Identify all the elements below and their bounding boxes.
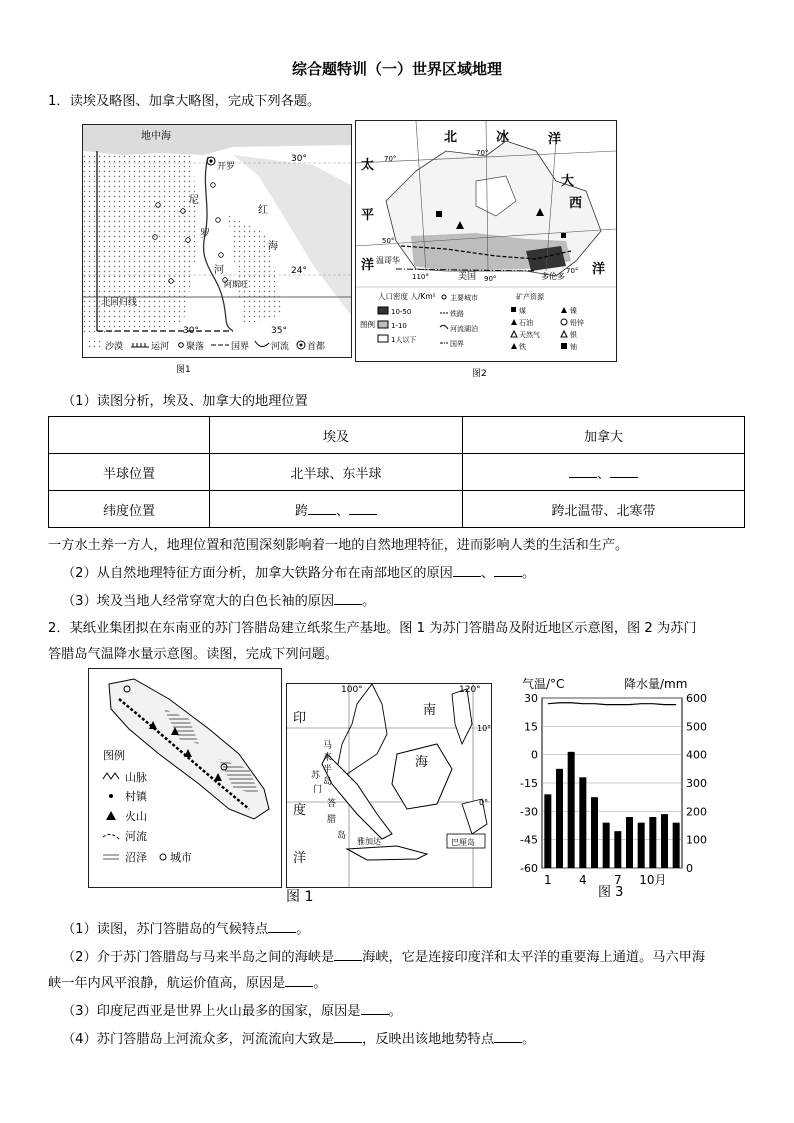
q1-sub2: （2）从自然地理特征方面分析，加拿大铁路分布在南部地区的原因 、 。 bbox=[62, 566, 536, 581]
mainland-coast bbox=[337, 684, 387, 774]
malay-label-1: 马 bbox=[323, 741, 333, 751]
month-tick-label: 4 bbox=[579, 873, 587, 887]
density-10-50: 10-50 bbox=[391, 308, 412, 316]
table-row bbox=[49, 491, 745, 528]
legend-canal: 运河 bbox=[151, 342, 170, 352]
sumatra-outline bbox=[322, 754, 392, 839]
temp-tick-label: -60 bbox=[520, 862, 538, 875]
lat10-label: 10° bbox=[477, 724, 492, 733]
lat70-label-a: 70° bbox=[384, 155, 397, 163]
nile-label-2: 罗 bbox=[200, 229, 210, 240]
temperature-line bbox=[548, 703, 676, 705]
sumatra-label-3: 答 bbox=[327, 799, 337, 809]
q2-intro-line1: 2．某纸业集团拟在东南亚的苏门答腊岛建立纸浆生产基地。图 1 为苏门答腊岛及附近地区示意图，图 2 为苏门 bbox=[48, 621, 697, 636]
lon110-label: 110° bbox=[412, 273, 429, 281]
chart-left-ticks bbox=[520, 692, 538, 875]
arctic-label-1: 北 bbox=[444, 130, 458, 145]
usa-label: 美国 bbox=[458, 272, 477, 282]
precip-bar bbox=[579, 777, 586, 868]
pacific-label-2: 平 bbox=[361, 208, 375, 223]
lat70-label-c: 70° bbox=[566, 267, 579, 275]
sumatra-label-1: 苏 bbox=[311, 771, 321, 781]
temp-tick-label: -45 bbox=[520, 833, 538, 847]
row-label-latitude: 纬度位置 bbox=[49, 491, 210, 528]
mediterranean-sea bbox=[83, 125, 351, 155]
answer-blank[interactable] bbox=[361, 1013, 389, 1015]
indian-ocean-label-3: 洋 bbox=[293, 851, 307, 866]
q2-sub1: （1）读图，苏门答腊岛的气候特点 。 bbox=[62, 922, 310, 937]
atlantic-label-3: 洋 bbox=[592, 262, 606, 277]
lon90-label: 90° bbox=[484, 275, 497, 283]
answer-blank[interactable] bbox=[334, 959, 362, 961]
precip-bar bbox=[626, 817, 633, 868]
canada-map bbox=[355, 120, 617, 362]
climate-chart bbox=[500, 668, 707, 906]
precip-tick-label: 600 bbox=[686, 692, 707, 705]
mineral-oil: 石油 bbox=[519, 319, 533, 327]
q2-intro-line2: 答腊岛气温降水量示意图。读图，完成下列问题。 bbox=[48, 647, 339, 662]
sumatra-map-svg bbox=[89, 669, 281, 887]
red-label-1: 红 bbox=[258, 205, 268, 216]
table-header-empty bbox=[49, 417, 210, 454]
indian-ocean-label-2: 度 bbox=[293, 803, 307, 818]
density-under-1: 1人以下 bbox=[391, 336, 417, 344]
sumatra-label-4: 腊 bbox=[327, 815, 337, 825]
sumatra-label-5: 岛 bbox=[337, 831, 347, 841]
borneo-outline bbox=[392, 744, 452, 809]
precipitation-bars bbox=[544, 752, 679, 868]
legend-river-lake: 河流湖泊 bbox=[450, 325, 478, 333]
vancouver-label: 温哥华 bbox=[376, 256, 400, 265]
q2-sub3: （3）印度尼西亚是世界上火山最多的国家，原因是 。 bbox=[62, 1004, 402, 1019]
tropic-label: 北回归线 bbox=[101, 298, 138, 308]
malay-label-4: 岛 bbox=[323, 777, 333, 787]
chart-right-ticks bbox=[686, 692, 707, 875]
aswan-label: 阿斯旺 bbox=[224, 280, 248, 289]
bali-label: 巴厘岛 bbox=[451, 838, 475, 847]
figure2-caption: 图2 bbox=[472, 369, 487, 379]
legend-settlement: 聚落 bbox=[186, 342, 205, 352]
row-label-hemisphere: 半球位置 bbox=[49, 454, 210, 491]
legend-title: 图例 bbox=[103, 749, 125, 762]
mineral-nickel: 镍 bbox=[570, 307, 577, 315]
precip-bar bbox=[544, 794, 551, 868]
figure3-caption: 图 3 bbox=[598, 885, 624, 900]
malay-label-2: 来 bbox=[323, 753, 333, 763]
precip-bar bbox=[603, 823, 610, 868]
lon120-label: 120° bbox=[459, 685, 481, 695]
q2-sub2-line2: 峡一年内风平浪静，航运价值高，原因是 。 bbox=[48, 976, 327, 991]
philippines-outline bbox=[452, 689, 472, 744]
precip-tick-label: 0 bbox=[686, 862, 693, 875]
legend-volcano: 火山 bbox=[125, 810, 147, 823]
pacific-label-3: 洋 bbox=[361, 258, 375, 273]
temp-tick-label: -15 bbox=[520, 777, 538, 790]
table-header-row bbox=[49, 417, 745, 454]
answer-blank[interactable] bbox=[268, 931, 296, 933]
mineral-lead-zinc: 铅锌 bbox=[570, 319, 584, 327]
scs-label-2: 海 bbox=[415, 755, 429, 770]
answer-blank[interactable] bbox=[494, 575, 522, 577]
red-label-2: 海 bbox=[268, 241, 278, 252]
answer-blank[interactable] bbox=[334, 1041, 362, 1043]
legend-city: 城市 bbox=[170, 851, 192, 864]
temp-tick-label: 0 bbox=[531, 748, 538, 762]
precip-bar bbox=[661, 814, 668, 868]
western-desert bbox=[83, 155, 198, 335]
lat30-label: 30° bbox=[291, 154, 307, 164]
month-tick-label: 1 bbox=[544, 873, 552, 887]
legend-desert: 沙漠 bbox=[105, 342, 124, 352]
precip-tick-label: 500 bbox=[686, 720, 707, 734]
mineral-uranium: 铀 bbox=[570, 343, 577, 351]
legend-swamp: 沼泽 bbox=[125, 851, 147, 864]
arctic-label-3: 洋 bbox=[548, 132, 562, 147]
lon100-label: 100° bbox=[341, 685, 363, 695]
chart-ylabel: 气温/°C bbox=[522, 677, 565, 691]
precip-bar bbox=[638, 823, 645, 868]
malay-label-3: 半 bbox=[323, 765, 333, 775]
legend-border: 国界 bbox=[231, 342, 250, 352]
egypt-latitude-blank[interactable]: 跨 、 bbox=[210, 491, 463, 528]
precip-bar bbox=[614, 831, 621, 868]
canada-hemisphere-blank[interactable]: 、 bbox=[463, 454, 745, 491]
toronto-label: 多伦多 bbox=[541, 272, 565, 281]
q1-paragraph: 一方水土养一方人，地理位置和范围深刻影响着一地的自然地理特征，进而影响人类的生活和生产。 bbox=[48, 538, 629, 553]
answer-blank[interactable] bbox=[334, 603, 362, 605]
answer-blank[interactable] bbox=[285, 985, 313, 987]
chart-y2label: 降水量/mm bbox=[624, 677, 688, 691]
precip-tick-label: 400 bbox=[686, 748, 707, 762]
legend-river: 河流 bbox=[125, 830, 147, 843]
figure1-caption: 图1 bbox=[176, 365, 191, 375]
scs-label-1: 南 bbox=[423, 703, 437, 718]
pacific-label-1: 太 bbox=[361, 158, 375, 173]
month-tick-label: 10月 bbox=[639, 873, 667, 887]
egypt-hemisphere: 北半球、东半球 bbox=[210, 454, 463, 491]
egypt-map-svg bbox=[83, 125, 351, 357]
sumatra-label-2: 门 bbox=[313, 785, 323, 795]
precip-bar bbox=[649, 817, 656, 868]
legend-town: 村镇 bbox=[125, 790, 147, 803]
month-tick-label: 7 bbox=[614, 873, 622, 887]
precip-bar bbox=[556, 769, 563, 868]
mineral-iron: 铁 bbox=[519, 343, 526, 351]
legend-mountain: 山脉 bbox=[125, 771, 147, 784]
legend-river: 河流 bbox=[271, 342, 290, 352]
legend-border: 国界 bbox=[450, 340, 464, 348]
location-table bbox=[48, 416, 745, 528]
legend-railway: 铁路 bbox=[450, 310, 464, 318]
sumatra-map bbox=[88, 668, 282, 888]
canada-latitude: 跨北温带、北寒带 bbox=[463, 491, 745, 528]
q1-sub1: （1）读图分析，埃及、加拿大的地理位置 bbox=[62, 394, 308, 409]
q2-sub2-line1: （2）介于苏门答腊岛与马来半岛之间的海峡是 海峡，它是连接印度洋和太平洋的重要海上通道。马六甲海 bbox=[62, 950, 706, 965]
arctic-label-2: 冰 bbox=[496, 130, 510, 145]
precip-tick-label: 200 bbox=[686, 805, 707, 819]
table-header-egypt: 埃及 bbox=[210, 417, 463, 454]
table-row bbox=[49, 454, 745, 491]
precip-tick-label: 100 bbox=[686, 833, 707, 847]
answer-blank[interactable] bbox=[494, 1041, 522, 1043]
atlantic-label-1: 大 bbox=[561, 174, 575, 189]
figure1-caption-q2: 图 1 bbox=[286, 889, 314, 905]
lat50-label: 50° bbox=[382, 237, 395, 245]
lat70-label-b: 70° bbox=[476, 149, 489, 157]
page-title: 综合题特训（一）世界区域地理 bbox=[291, 60, 502, 78]
precip-bar bbox=[591, 797, 598, 868]
q2-sub4: （4）苏门答腊岛上河流众多，河流流向大致是 ，反映出该地地势特点 。 bbox=[62, 1032, 536, 1047]
legend-label: 图例 bbox=[360, 320, 375, 329]
precip-bar bbox=[568, 752, 575, 868]
precip-tick-label: 300 bbox=[686, 777, 707, 790]
canada-map-svg bbox=[356, 121, 616, 361]
java-outline bbox=[347, 846, 427, 860]
temp-tick-label: -30 bbox=[520, 805, 538, 819]
nile-label-3: 河 bbox=[214, 265, 224, 276]
temp-tick-label: 30 bbox=[524, 692, 538, 705]
sea-label: 地中海 bbox=[141, 131, 171, 142]
jakarta-label: 雅加达 bbox=[357, 837, 381, 846]
lat24-label: 24° bbox=[291, 266, 307, 276]
indian-ocean-label-1: 印 bbox=[293, 711, 307, 726]
cairo-label: 开罗 bbox=[217, 162, 236, 172]
egypt-map bbox=[82, 124, 352, 358]
mineral-coal: 煤 bbox=[519, 307, 526, 315]
legend-density-title: 人口密度 人/Km² bbox=[378, 292, 436, 301]
q1-intro: 1．读埃及略图、加拿大略图，完成下列各题。 bbox=[48, 94, 321, 109]
nile-label-1: 尼 bbox=[189, 195, 199, 206]
mineral-silver: 银 bbox=[570, 331, 577, 339]
mineral-gas: 天然气 bbox=[519, 331, 540, 339]
precip-bar bbox=[673, 823, 680, 868]
legend-capital: 首都 bbox=[307, 342, 326, 352]
table-header-canada: 加拿大 bbox=[463, 417, 745, 454]
legend-city: 主要城市 bbox=[450, 294, 478, 302]
temp-tick-label: 15 bbox=[524, 720, 538, 734]
lon35-label: 35° bbox=[271, 326, 287, 336]
atlantic-label-2: 西 bbox=[569, 196, 583, 211]
lon30-label: 30° bbox=[183, 326, 199, 336]
q1-sub3: （3）埃及当地人经常穿宽大的白色长袖的原因 。 bbox=[62, 594, 376, 609]
lat0-label: 0° bbox=[479, 798, 489, 807]
density-1-10: 1-10 bbox=[391, 322, 407, 330]
eastern-desert bbox=[228, 215, 283, 325]
se-asia-map bbox=[286, 683, 492, 888]
answer-blank[interactable] bbox=[453, 575, 481, 577]
legend-mineral-title: 矿产资源 bbox=[516, 293, 544, 301]
se-asia-map-svg bbox=[287, 684, 491, 887]
